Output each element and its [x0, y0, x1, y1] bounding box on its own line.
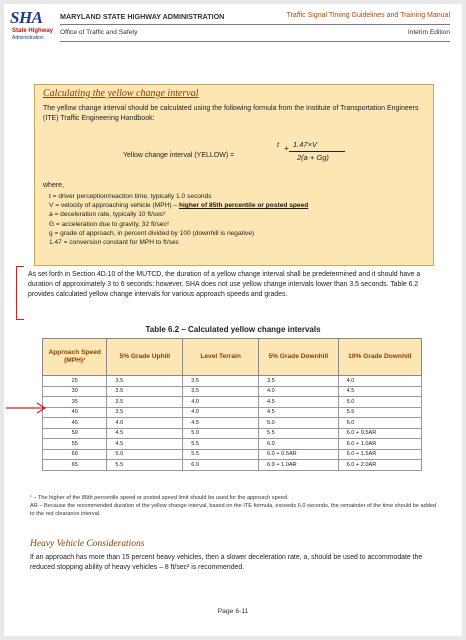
where-label: where, [43, 182, 65, 189]
table-cell: 5.5 [107, 460, 183, 471]
table-cell: 6.0 + 1.0AR [338, 439, 421, 450]
table-cell: 4.0 [259, 386, 339, 397]
col-header: Level Terrain [183, 339, 259, 376]
table-row [43, 449, 422, 460]
table-cell: 5.0 [183, 428, 259, 439]
col-header: Approach Speed (MPH)¹ [43, 339, 107, 376]
formula-plus: + [284, 144, 289, 153]
heavy-vehicle-heading: Heavy Vehicle Considerations [30, 539, 145, 549]
table-caption: Table 6.2 – Calculated yellow change intervals [145, 325, 321, 334]
box-intro: The yellow change interval should be calculated using the following formula from the Institute of Transportation Engineers (ITE) Traffic Engineering Handbook: [43, 105, 419, 122]
table-cell: 4.5 [259, 407, 339, 418]
table-footnotes [30, 494, 440, 519]
table-cell: 35 [43, 397, 107, 408]
table-cell: 3.5 [107, 407, 183, 418]
def-v-highlight: higher of 85th percentile or posted speed [178, 202, 309, 210]
page-number: Page 6-11 [217, 608, 249, 615]
table-cell: 4.0 [338, 376, 421, 387]
red-bracket-annotation [16, 266, 24, 320]
table-cell: 6.0 [338, 418, 421, 429]
mutcd-paragraph: As set forth in Section 4D.10 of the MUTCD, the duration of a yellow change interval shall be predetermined and it should have a duration of approximately 3 to 6 seconds; however, SHA does not use yellow change intervals lower than 3.5 seconds. Table 6.2 provides calculated yellow change intervals for various approach speeds and grades. [28, 271, 421, 298]
heavy-vehicle-text: If an approach has more than 15 percent heavy vehicles, then a slower deceleration rate, a, should be used to accommodate the reduced stopping ability of heavy vehicles – 8 ft/sec² is recommended. [30, 554, 423, 571]
table-cell: 4.0 [183, 407, 259, 418]
yellow-formula [123, 135, 363, 171]
table-row [43, 439, 422, 450]
agency-name: MARYLAND STATE HIGHWAY ADMINISTRATION [60, 12, 225, 21]
table-cell: 4.0 [183, 397, 259, 408]
table-cell: 4.5 [338, 386, 421, 397]
sha-logo [10, 10, 56, 44]
table-cell: 6.0 + 0.5AR [338, 428, 421, 439]
table-cell: 5.5 [259, 428, 339, 439]
table-cell: 6.0 + 0.5AR [259, 449, 339, 460]
col-header: 5% Grade Downhill [259, 339, 339, 376]
table-cell: 4.5 [259, 397, 339, 408]
formula-denominator: 2(a + Gg) [297, 153, 329, 162]
table-cell: 5.0 [338, 397, 421, 408]
def-g-upper: G = acceleration due to gravity, 32 ft/sec² [49, 220, 169, 228]
table-cell: 5.0 [107, 449, 183, 460]
table-cell: 6.0 + 2.0AR [338, 460, 421, 471]
logo-subtitle: State Highway [12, 28, 54, 34]
table-cell: 5.5 [183, 449, 259, 460]
formula-label: Yellow change interval (YELLOW) = [123, 152, 235, 159]
document-page [4, 4, 462, 636]
def-a: a = deceleration rate, typically 10 ft/sec² [49, 211, 166, 219]
table-row [43, 376, 422, 387]
formula-numerator: 1.47×V [293, 140, 317, 149]
table-cell: 4.5 [183, 418, 259, 429]
table-cell: 55 [43, 439, 107, 450]
table-header-row [43, 339, 422, 376]
table-cell: 25 [43, 376, 107, 387]
def-t: t = driver perception/reaction time, typically 1.0 seconds [49, 193, 212, 200]
table-cell: 4.0 [107, 418, 183, 429]
table-cell: 3.5 [107, 386, 183, 397]
table-cell: 65 [43, 460, 107, 471]
table-row [43, 418, 422, 429]
table-cell: 6.0 + 1.0AR [259, 460, 339, 471]
table-cell: 4.5 [107, 428, 183, 439]
table-cell: 5.5 [338, 407, 421, 418]
table-cell: 30 [43, 386, 107, 397]
yellow-interval-table [42, 338, 422, 471]
table-cell: 6.0 + 1.5AR [338, 449, 421, 460]
table-cell: 5.5 [183, 439, 259, 450]
logo-subtitle-2: Administration [12, 35, 44, 41]
table-cell: 6.0 [183, 460, 259, 471]
box-title: Calculating the yellow change interval [43, 88, 199, 99]
col-header: 5% Grade Uphill [107, 339, 183, 376]
footnote-ar: AR – Because the recommended duration of the yellow change interval, based on the ITE formula, exceeds 6.0 seconds, the remainder of the time should be added to the red clearance interval. [30, 503, 437, 518]
header-divider-2 [60, 41, 450, 42]
table-cell: 3.5 [107, 397, 183, 408]
table-cell: 40 [43, 407, 107, 418]
table-cell: 4.5 [107, 439, 183, 450]
variable-definitions [49, 192, 308, 247]
yellow-interval-box [34, 84, 434, 266]
table-cell: 3.5 [183, 386, 259, 397]
table-row [43, 428, 422, 439]
page-header [4, 4, 462, 48]
def-g-lower: g = grade of approach, in percent divided by 100 (downhill is negative) [49, 229, 255, 237]
table-cell: 3.5 [259, 376, 339, 387]
table-cell: 60 [43, 449, 107, 460]
def-v [49, 201, 308, 210]
table-cell: 5.0 [259, 418, 339, 429]
office-name: Office of Traffic and Safety [60, 29, 138, 36]
def-v-text: V = velocity of approaching vehicle (MPH) – [49, 202, 178, 210]
table-cell: 6.0 [259, 439, 339, 450]
fraction-bar [289, 151, 345, 152]
red-arrow-annotation [4, 402, 50, 414]
manual-title: Traffic Signal Timing Guidelines and Training Manual [286, 12, 450, 19]
table-row [43, 386, 422, 397]
table-cell: 3.5 [183, 376, 259, 387]
table-cell: 3.5 [107, 376, 183, 387]
table-cell: 45 [43, 418, 107, 429]
table-row [43, 407, 422, 418]
def-147: 1.47 = conversion constant for MPH to ft/sec [49, 239, 179, 247]
col-header: 10% Grade Downhill [338, 339, 421, 376]
footnote-1: ¹ – The higher of the 85th percentile speed or posted speed limit should be used for the approach speed. [30, 495, 289, 501]
table-row [43, 397, 422, 408]
edition-label: Interim Edition [407, 29, 450, 36]
formula-t: t [277, 142, 279, 149]
table-cell: 50 [43, 428, 107, 439]
table-row [43, 460, 422, 471]
header-divider [60, 24, 450, 25]
logo-text: SHA [10, 8, 43, 27]
